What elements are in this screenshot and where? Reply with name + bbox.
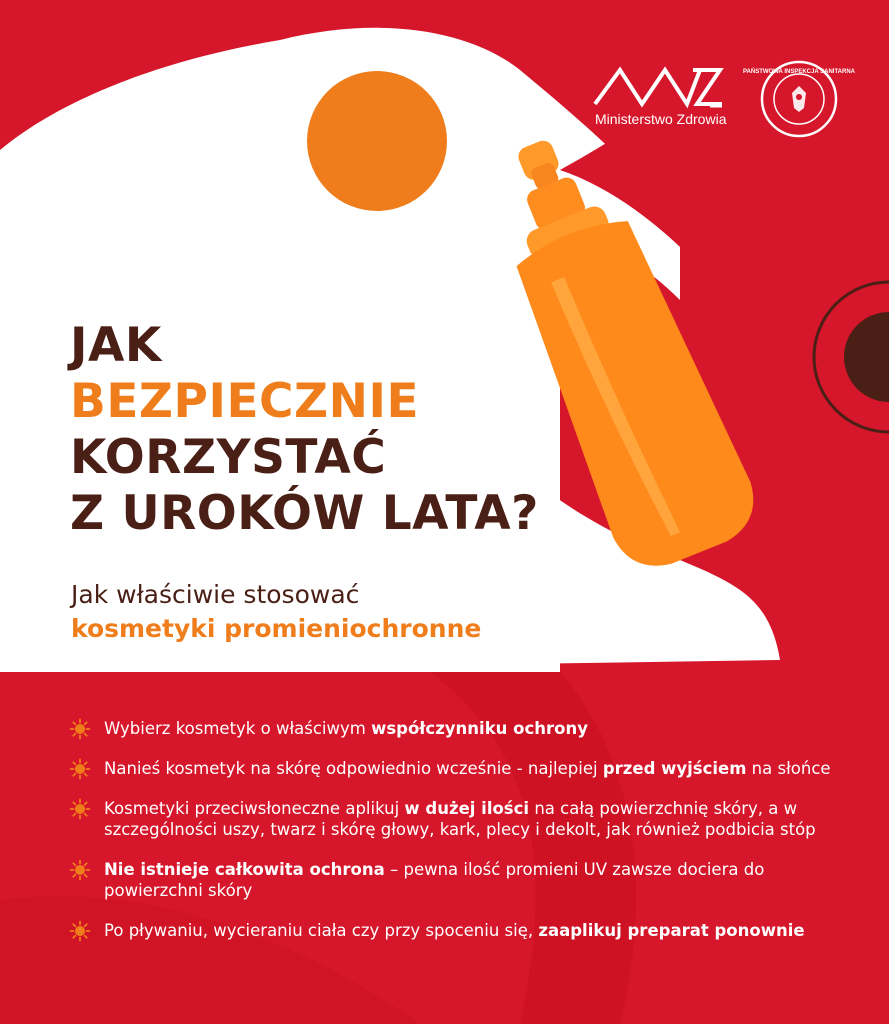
- headline-line-3: KORZYSTAĆ: [70, 430, 387, 485]
- tip-text: – pewna ilość promieni UV zawsze dociera do powierzchni skóry: [104, 860, 765, 900]
- headline-line-2: BEZPIECZNIE: [70, 374, 420, 429]
- sun-icon: [70, 921, 90, 941]
- subheadline: [71, 578, 481, 646]
- tip-text-bold: w dużej ilości: [404, 799, 530, 818]
- tip-item: [70, 758, 850, 779]
- subheadline-line-2: kosmetyki promieniochronne: [71, 614, 482, 643]
- tip-text: na całą powierzchnię skóry, a w szczególności uszy, twarz i skórę głowy, kark, plecy i dekolt, jak również podbicia stóp: [104, 799, 816, 839]
- subheadline-line-1: Jak właściwie stosować: [71, 580, 360, 609]
- tip-item: [70, 718, 850, 739]
- tips-list: [70, 718, 850, 960]
- tip-text-bold: zaaplikuj preparat ponownie: [538, 921, 805, 940]
- tip-item: [70, 859, 850, 901]
- sun-icon: [70, 860, 90, 880]
- tip-item: [70, 798, 850, 840]
- tip-text: Po pływaniu, wycieraniu ciała czy przy spoceniu się,: [104, 921, 539, 940]
- psse-badge-text: PAŃSTWOWA INSPEKCJA SANITARNA: [742, 69, 856, 75]
- orange-circle: [307, 71, 447, 211]
- tip-text: na słońce: [746, 759, 831, 778]
- sun-icon: [70, 799, 90, 819]
- tip-text-bold: przed wyjściem: [602, 759, 747, 778]
- psse-badge-logo: [742, 60, 856, 138]
- sun-icon: [70, 759, 90, 779]
- ministry-name: Ministerstwo Zdrowia: [595, 111, 727, 127]
- headline: [70, 318, 539, 542]
- tip-text-bold: współczynniku ochrony: [371, 719, 589, 738]
- tip-text: Wybierz kosmetyk o właściwym: [104, 719, 372, 738]
- tip-text: Nanieś kosmetyk na skórę odpowiednio wcześnie - najlepiej: [104, 759, 603, 778]
- headline-line-4: Z UROKÓW LATA?: [70, 486, 539, 541]
- tip-text-bold: Nie istnieje całkowita ochrona: [104, 860, 385, 879]
- tip-item: [70, 920, 850, 941]
- headline-line-1: JAK: [70, 318, 162, 373]
- right-dark-dot: [844, 312, 889, 402]
- tip-text: Kosmetyki przeciwsłoneczne aplikuj: [104, 799, 405, 818]
- sun-icon: [70, 719, 90, 739]
